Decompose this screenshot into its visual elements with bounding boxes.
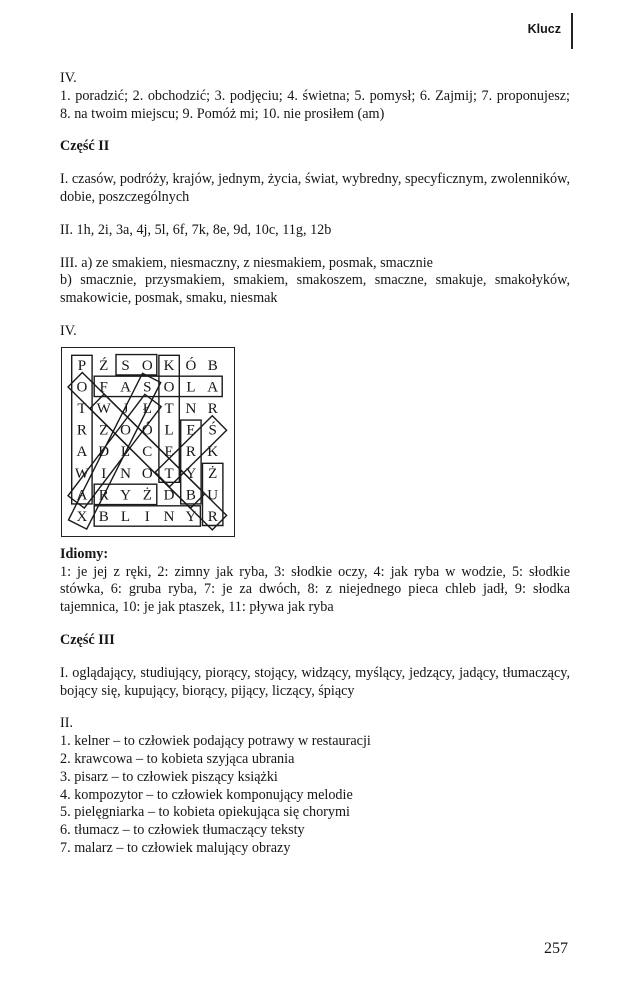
grid-letter: Y: [185, 508, 197, 525]
grid-letter: N: [163, 508, 175, 525]
grid-letter: T: [164, 465, 174, 482]
section-iv-heading: IV.: [60, 70, 77, 86]
grid-letter: B: [185, 487, 196, 504]
grid-letter: Y: [120, 487, 131, 504]
grid-letter: Ś: [208, 422, 217, 439]
grid-letter: X: [76, 508, 88, 525]
grid-letter: R: [185, 443, 196, 460]
part-2-exercise-3b: b) smacznie, przysmakiem, smakiem, smakoszem, smaczne, smakuje, smakołyków, smakowicie, posmak, smaku, niesmak: [60, 272, 570, 307]
list-item: 1. kelner – to człowiek podający potrawy w restauracji: [60, 733, 371, 750]
grid-letter: Ó: [141, 422, 153, 439]
header-rule: [571, 13, 573, 49]
grid-letter: R: [98, 487, 109, 504]
grid-letter: A: [76, 487, 88, 504]
word-search-grid: [61, 347, 235, 537]
page-content: [60, 70, 570, 858]
grid-letter: B: [207, 357, 218, 374]
grid-letter: O: [141, 465, 153, 482]
grid-letter: O: [163, 379, 175, 396]
part-3-heading: Część III: [60, 631, 115, 648]
grid-letter: C: [142, 443, 153, 460]
grid-letter: K: [163, 357, 175, 374]
grid-letter: L: [186, 379, 196, 396]
grid-letter: R: [207, 400, 218, 417]
grid-letter: T: [77, 400, 87, 417]
grid-letter: S: [143, 379, 152, 396]
grid-letter: Ł: [142, 400, 152, 417]
grid-letter: Ż: [208, 465, 218, 482]
grid-letter: W: [96, 400, 111, 417]
grid-letter: K: [207, 443, 219, 460]
word-box-kotlet: [159, 355, 179, 482]
list-item: 5. pielęgniarka – to kobieta opiekująca się chorymi: [60, 804, 350, 821]
grid-letter: E: [164, 443, 174, 460]
grid-letter: E: [186, 422, 196, 439]
grid-letter: A: [76, 443, 88, 460]
grid-letter: W: [74, 465, 89, 482]
grid-letter: T: [164, 400, 174, 417]
part-2-exercise-2: II. 1h, 2i, 3a, 4j, 5l, 6f, 7k, 8e, 9d, 10c, 11g, 12b: [60, 221, 332, 238]
grid-letter: Y: [185, 465, 197, 482]
grid-letter: D: [163, 487, 175, 504]
grid-letter: N: [120, 465, 131, 482]
grid-letter: B: [98, 508, 109, 525]
grid-letter: A: [207, 379, 219, 396]
grid-letter: L: [120, 508, 131, 525]
grid-letter: N: [185, 400, 197, 417]
grid-letter: Ó: [185, 357, 197, 374]
grid-letter: I: [101, 465, 107, 482]
grid-letter: Ż: [142, 487, 152, 504]
grid-letter: F: [99, 379, 108, 396]
grid-letter: A: [120, 379, 131, 396]
idioms-answers: 1: je jej z ręki, 2: zimny jak ryba, 3: słodkie oczy, 4: jak ryba w wodzie, 5: słodkie stówka, 6: gruba ryba, 7: je za dwóch, 8: z niejednego pieca chleb jadł, 9: słodka tajemnica, 10: je jak ptaszek, 11: pływa jak ryba: [60, 563, 570, 616]
grid-letter: O: [120, 422, 131, 439]
page-number: 257: [544, 940, 568, 957]
part-3-exercise-2-list: [60, 733, 570, 858]
section-iv-answers: 1. poradzić; 2. obchodzić; 3. podjęciu; 4. świetna; 5. pomysł; 6. Zajmij; 7. proponujesz; 8. na twoim miejscu; 9. Pomóż mi; 10. nie prosiłem (am): [60, 87, 570, 122]
grid-letter: O: [76, 379, 88, 396]
list-item: 6. tłumacz – to człowiek tłumaczący teksty: [60, 822, 305, 839]
idioms-heading: Idiomy:: [60, 545, 109, 562]
part-3-exercise-2-heading: II.: [60, 715, 73, 732]
part-2-exercise-4-heading: IV.: [60, 322, 77, 339]
running-header: [528, 17, 568, 41]
grid-letter: R: [76, 422, 87, 439]
grid-letter: S: [121, 357, 130, 374]
word-search-svg: [62, 348, 234, 536]
grid-letter: U: [207, 487, 219, 504]
part-2-exercise-3a: III. a) ze smakiem, niesmaczny, z niesmakiem, posmak, smacznie: [60, 254, 433, 271]
header-title: Klucz: [527, 22, 561, 36]
part-2-heading: Część II: [60, 138, 110, 155]
grid-letter: D: [98, 443, 110, 460]
part-3-exercise-1: I. oglądający, studiujący, piorący, stojący, widzący, myślący, jedzący, jadący, tłumaczący, bojący się, kupujący, biorący, pijący, liczący, śpiący: [60, 664, 570, 699]
list-item: 2. krawcowa – to kobieta szyjąca ubrania: [60, 750, 295, 767]
part-2-exercise-1: I. czasów, podróży, krajów, jednym, życia, świat, wybredny, specyficznym, zwolenników, dobie, poszczególnych: [60, 171, 570, 205]
list-item: 4. kompozytor – to człowiek komponujący melodie: [60, 786, 353, 803]
grid-letter: I: [144, 508, 150, 525]
grid-letter: J: [122, 400, 129, 417]
grid-letter: P: [77, 357, 87, 374]
grid-letter: L: [120, 443, 131, 460]
list-item: 7. malarz – to człowiek malujący obrazy: [60, 839, 291, 856]
grid-letter: Z: [99, 422, 109, 439]
grid-letter: L: [164, 422, 174, 439]
grid-letter: O: [141, 357, 153, 374]
grid-letter: R: [207, 508, 218, 525]
grid-letter: Ź: [99, 357, 109, 374]
list-item: 3. pisarz – to człowiek piszący książki: [60, 768, 278, 785]
